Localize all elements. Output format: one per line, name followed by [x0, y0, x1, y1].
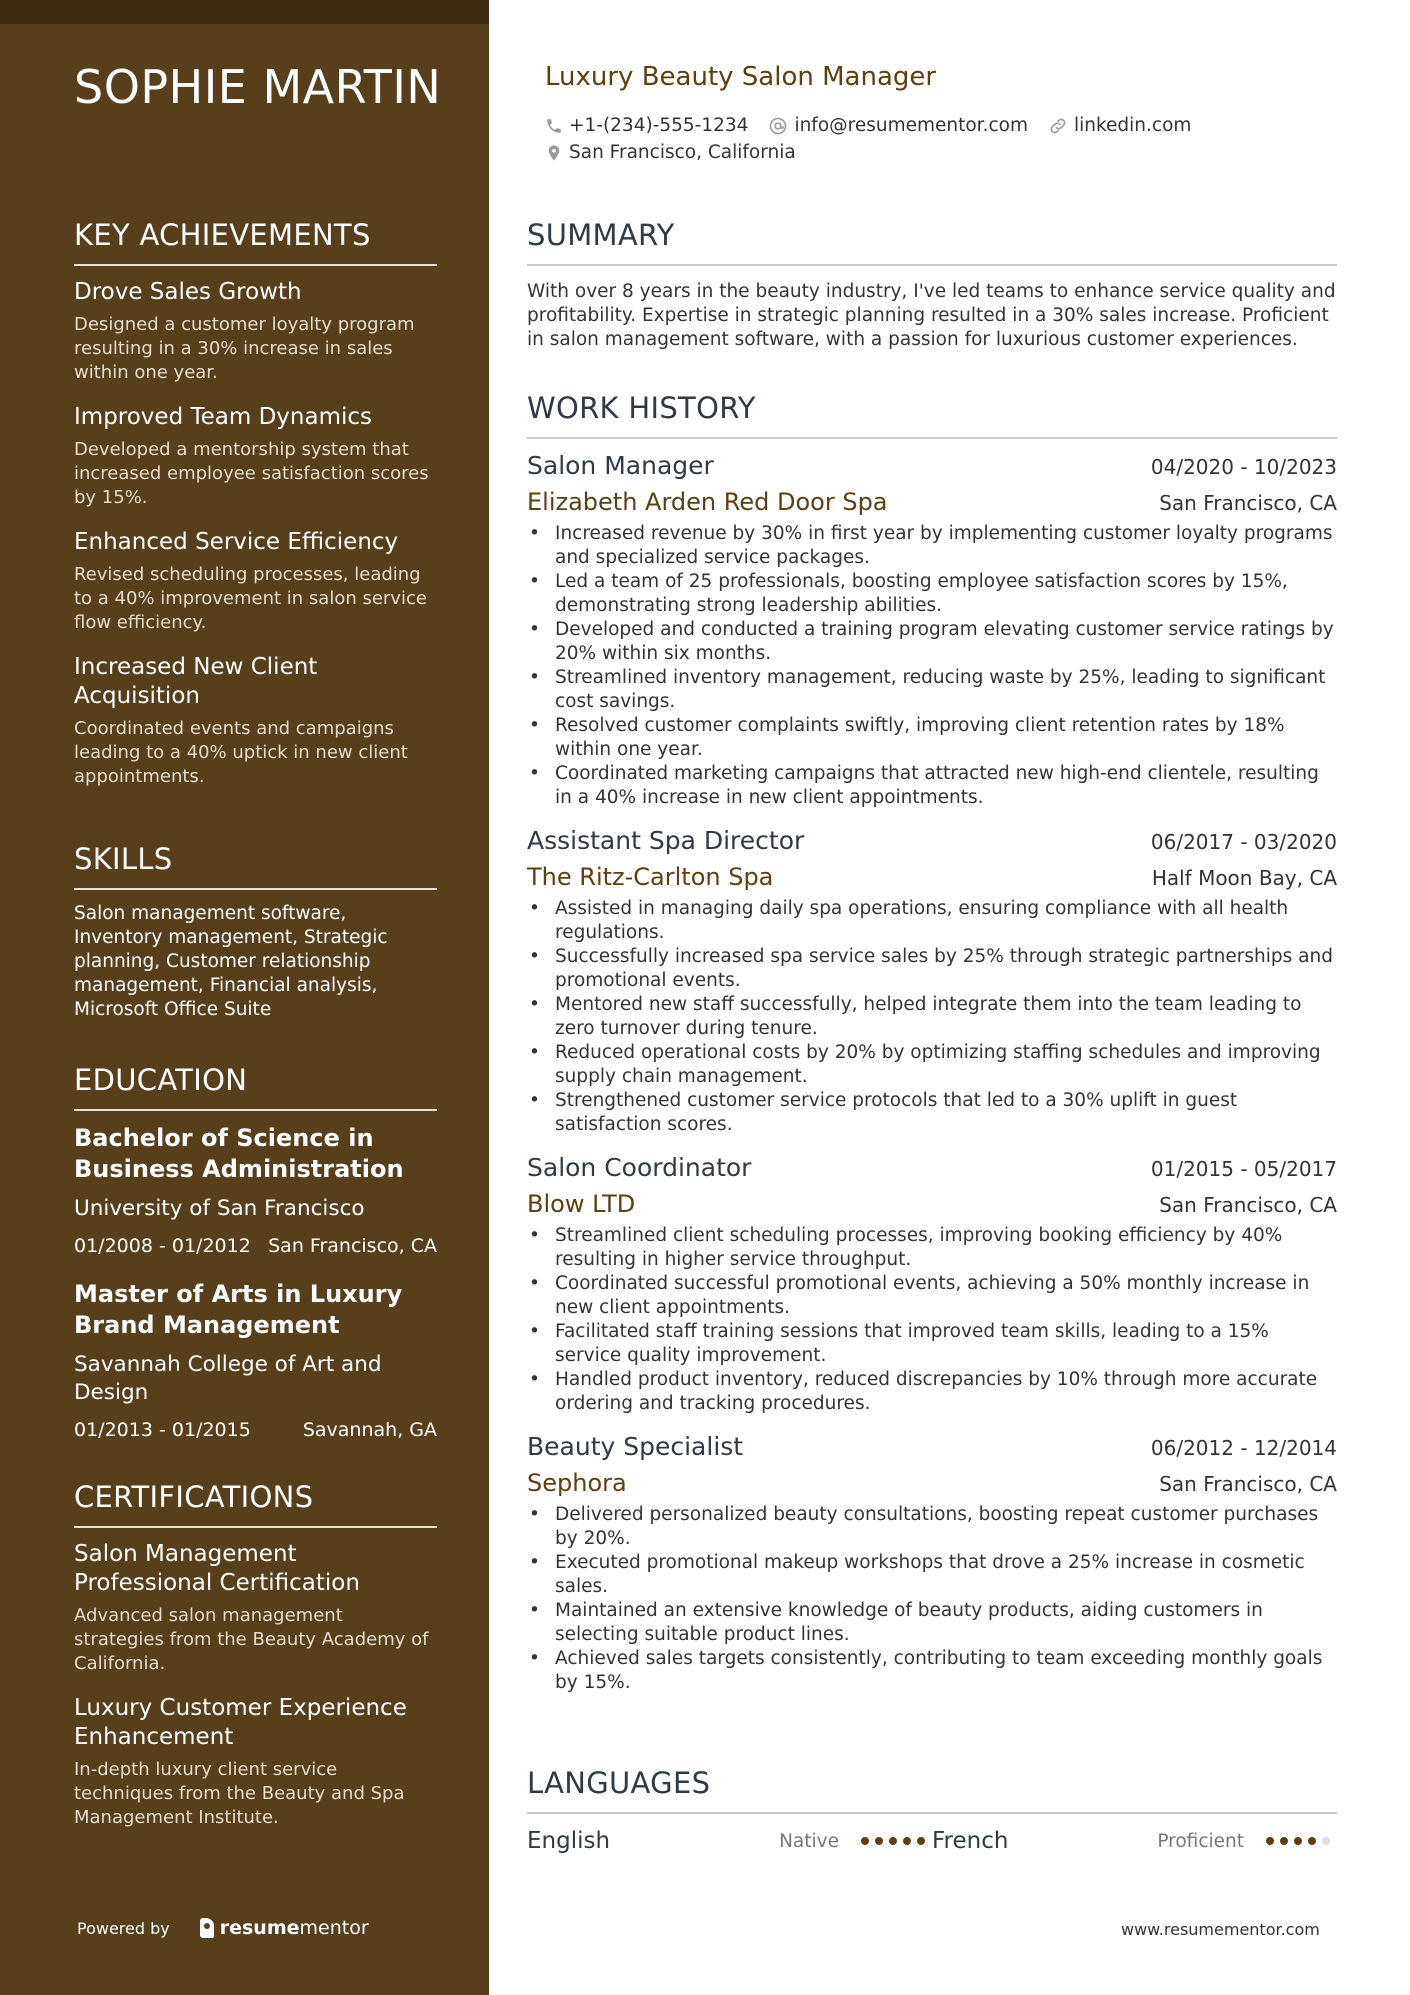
- edu-location: San Francisco, CA: [268, 1235, 437, 1257]
- job-entry: [527, 826, 1337, 1137]
- achievement-item: [74, 528, 437, 635]
- certifications-heading: CERTIFICATIONS: [74, 1480, 437, 1528]
- languages-heading: LANGUAGES: [527, 1766, 1337, 1814]
- job-role: Assistant Spa Director: [527, 826, 805, 855]
- rating-dot: [875, 1837, 883, 1845]
- job-location: Half Moon Bay, CA: [1151, 866, 1337, 890]
- job-location: San Francisco, CA: [1159, 1472, 1337, 1496]
- edu-degree: Bachelor of Science in Business Administration: [74, 1124, 404, 1183]
- language-item: [527, 1828, 932, 1854]
- job-bullet: • Strengthened customer service protocols that led to a 30% uplift in guest satisfaction scores.: [527, 1089, 1337, 1137]
- achievements-section: [74, 218, 437, 807]
- job-bullet: • Streamlined inventory management, reducing waste by 25%, leading to significant cost savings.: [527, 666, 1337, 714]
- rating-dot: [903, 1837, 911, 1845]
- rating-dot: [1308, 1837, 1316, 1845]
- language-rating: [861, 1837, 931, 1845]
- summary-section: [527, 218, 1337, 352]
- rating-dot: [861, 1837, 869, 1845]
- job-bullets: [527, 1224, 1337, 1416]
- job-bullet: • Achieved sales targets consistently, contributing to team exceeding monthly goals by 15%.: [527, 1647, 1337, 1695]
- job-bullet: • Facilitated staff training sessions that improved team skills, leading to a 15% service quality improvement.: [527, 1320, 1337, 1368]
- achievement-desc: Coordinated events and campaigns leading to a 40% uptick in new client appointments.: [74, 718, 408, 787]
- job-role: Salon Coordinator: [527, 1153, 752, 1182]
- edu-school: Savannah College of Art and Design: [74, 1352, 382, 1405]
- sidebar: [0, 0, 489, 1995]
- achievement-title: Enhanced Service Efficiency: [74, 529, 399, 555]
- achievement-title: Drove Sales Growth: [74, 279, 302, 305]
- language-level: Proficient: [1157, 1830, 1244, 1852]
- resumementor-logo[interactable]: [200, 1917, 369, 1939]
- achievement-desc: Developed a mentorship system that increased employee satisfaction scores by 15%.: [74, 439, 429, 508]
- rating-dot: [917, 1837, 925, 1845]
- powered-by: [77, 1917, 369, 1939]
- job-bullet: • Successfully increased spa service sales by 25% through strategic partnerships and promotional events.: [527, 945, 1337, 993]
- job-entry: [527, 1432, 1337, 1695]
- job-bullets: [527, 522, 1337, 810]
- at-icon: [768, 116, 788, 136]
- location-text: San Francisco, California: [569, 142, 796, 163]
- job-location: San Francisco, CA: [1159, 1193, 1337, 1217]
- job-role: Salon Manager: [527, 451, 714, 480]
- contact-info: [545, 112, 1211, 166]
- certification-title: Luxury Customer Experience Enhancement: [74, 1695, 407, 1750]
- job-bullet: • Reduced operational costs by 20% by optimizing staffing schedules and improving supply chain management.: [527, 1041, 1337, 1089]
- edu-dates: 01/2013 - 01/2015: [74, 1419, 251, 1441]
- job-bullet: • Coordinated marketing campaigns that attracted new high-end clientele, resulting in a 40% increase in new client appointments.: [527, 762, 1337, 810]
- work-history-heading: WORK HISTORY: [527, 391, 1337, 439]
- powered-label: Powered by: [77, 1918, 170, 1938]
- job-bullet: • Streamlined client scheduling processes, improving booking efficiency by 40% resulting in higher service throughput.: [527, 1224, 1337, 1272]
- rating-dot: [1280, 1837, 1288, 1845]
- skills-section: [74, 842, 437, 1022]
- achievement-title: Increased New Client Acquisition: [74, 654, 318, 709]
- job-bullet: • Handled product inventory, reduced discrepancies by 10% through more accurate ordering and tracking procedures.: [527, 1368, 1337, 1416]
- language-name: English: [527, 1828, 611, 1854]
- job-bullets: [527, 1503, 1337, 1695]
- education-heading: EDUCATION: [74, 1063, 437, 1111]
- education-item: [74, 1279, 437, 1441]
- sidebar-top-bar: [0, 0, 489, 24]
- email-text: info@resumementor.com: [794, 115, 1028, 136]
- job-bullet: • Coordinated successful promotional events, achieving a 50% monthly increase in new client appointments.: [527, 1272, 1337, 1320]
- job-dates: 06/2012 - 12/2014: [1150, 1436, 1337, 1460]
- location: [545, 142, 796, 163]
- logo-text-bold: resume: [219, 1917, 300, 1939]
- job-bullet: • Assisted in managing daily spa operations, ensuring compliance with all health regulations.: [527, 897, 1337, 945]
- job-company: The Ritz-Carlton Spa: [527, 863, 774, 891]
- job-company: Sephora: [527, 1469, 627, 1497]
- skills-heading: SKILLS: [74, 842, 437, 890]
- job-bullet: • Mentored new staff successfully, helped integrate them into the team leading to zero turnover during tenure.: [527, 993, 1337, 1041]
- job-dates: 06/2017 - 03/2020: [1150, 830, 1337, 854]
- education-section: [74, 1063, 437, 1463]
- job-dates: 01/2015 - 05/2017: [1150, 1157, 1337, 1181]
- job-bullet: • Executed promotional makeup workshops that drove a 25% increase in cosmetic sales.: [527, 1551, 1337, 1599]
- education-item: [74, 1123, 437, 1257]
- certification-title: Salon Management Professional Certification: [74, 1541, 360, 1596]
- job-dates: 04/2020 - 10/2023: [1150, 455, 1337, 479]
- link-icon: [1048, 116, 1068, 136]
- rating-dot: [889, 1837, 897, 1845]
- location-pin-icon: [545, 143, 563, 163]
- candidate-name: SOPHIE MARTIN: [74, 60, 442, 114]
- logo-text-rest: mentor: [299, 1917, 369, 1939]
- certification-item: [74, 1694, 437, 1830]
- email[interactable]: [768, 115, 1028, 136]
- rating-dot: [1266, 1837, 1274, 1845]
- job-bullet: • Resolved customer complaints swiftly, improving client retention rates by 18% within one year.: [527, 714, 1337, 762]
- job-bullet: • Developed and conducted a training program elevating customer service ratings by 20% within six months.: [527, 618, 1337, 666]
- certification-item: [74, 1540, 437, 1676]
- job-bullets: [527, 897, 1337, 1137]
- language-level: Native: [779, 1830, 839, 1852]
- resumementor-logo-icon: [200, 1918, 214, 1938]
- job-entry: [527, 1153, 1337, 1416]
- skills-text: Salon management software, Inventory management, Strategic planning, Customer relationship management, Financial analysis, Microsoft Office Suite: [74, 903, 388, 1020]
- rating-dot: [1294, 1837, 1302, 1845]
- language-name: French: [932, 1828, 1009, 1854]
- job-bullet: • Delivered personalized beauty consultations, boosting repeat customer purchases by 20%.: [527, 1503, 1337, 1551]
- phone-icon: [545, 117, 563, 135]
- achievement-item: [74, 653, 437, 789]
- language-item: [932, 1828, 1337, 1854]
- certifications-section: [74, 1480, 437, 1848]
- achievement-desc: Designed a customer loyalty program resulting in a 30% increase in sales within one year.: [74, 314, 415, 383]
- achievement-title: Improved Team Dynamics: [74, 404, 373, 430]
- phone-text: +1-(234)-555-1234: [569, 115, 749, 136]
- achievement-desc: Revised scheduling processes, leading to a 40% improvement in salon service flow efficiency.: [74, 564, 427, 633]
- linkedin-text: linkedin.com: [1073, 115, 1192, 136]
- job-company: Blow LTD: [527, 1190, 636, 1218]
- job-role: Beauty Specialist: [527, 1432, 744, 1461]
- achievement-item: [74, 278, 437, 385]
- job-bullet: • Led a team of 25 professionals, boosting employee satisfaction scores by 15%, demonstrating strong leadership abilities.: [527, 570, 1337, 618]
- achievement-item: [74, 403, 437, 510]
- rating-dot: [1322, 1837, 1330, 1845]
- phone[interactable]: [545, 115, 748, 136]
- job-company: Elizabeth Arden Red Door Spa: [527, 488, 888, 516]
- job-bullet: • Increased revenue by 30% in first year by implementing customer loyalty programs and specialized service packages.: [527, 522, 1337, 570]
- edu-degree: Master of Arts in Luxury Brand Management: [74, 1280, 403, 1339]
- certification-desc: In-depth luxury client service techniques from the Beauty and Spa Management Institute.: [74, 1759, 405, 1828]
- work-history-section: [527, 391, 1337, 1695]
- job-entry: [527, 451, 1337, 810]
- summary-text: With over 8 years in the beauty industry, I've led teams to enhance service quality and profitability. Expertise in strategic planning resulted in a 30% sales increase. Proficient in salon management software, with a passion for luxurious customer experiences.: [527, 281, 1336, 350]
- summary-heading: SUMMARY: [527, 218, 1337, 266]
- job-location: San Francisco, CA: [1159, 491, 1337, 515]
- linkedin[interactable]: [1048, 115, 1191, 136]
- footer-url[interactable]: www.resumementor.com: [1121, 1920, 1320, 1939]
- achievements-heading: KEY ACHIEVEMENTS: [74, 218, 437, 266]
- edu-location: Savannah, GA: [302, 1419, 437, 1441]
- certification-desc: Advanced salon management strategies from the Beauty Academy of California.: [74, 1605, 429, 1674]
- job-bullet: • Maintained an extensive knowledge of beauty products, aiding customers in selecting suitable product lines.: [527, 1599, 1337, 1647]
- languages-section: [527, 1766, 1337, 1858]
- target-job-title: Luxury Beauty Salon Manager: [545, 62, 937, 92]
- edu-dates: 01/2008 - 01/2012: [74, 1235, 251, 1257]
- edu-school: University of San Francisco: [74, 1196, 365, 1221]
- language-rating: [1266, 1837, 1336, 1845]
